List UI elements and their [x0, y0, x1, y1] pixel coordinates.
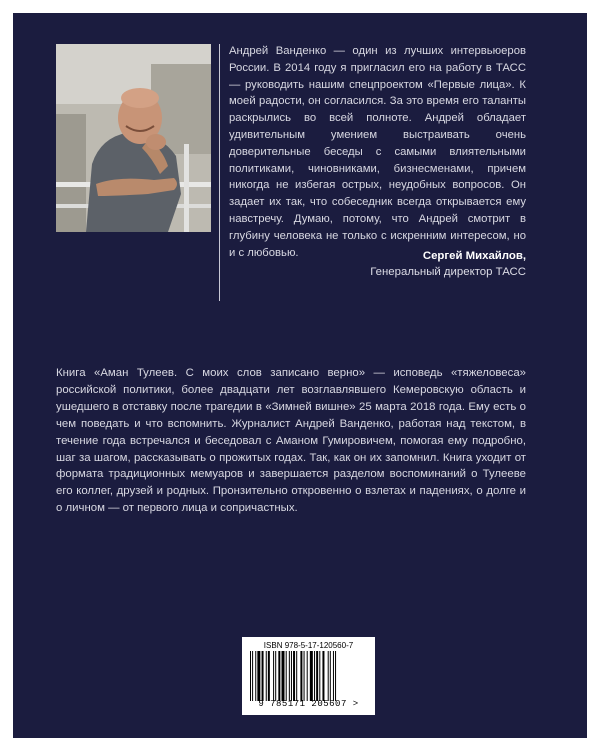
barcode-bars	[250, 651, 367, 701]
author-photo	[56, 44, 211, 232]
isbn-barcode	[242, 637, 375, 715]
barcode-digits: 9 785171 205607 >	[258, 699, 359, 709]
isbn-label: ISBN 978-5-17-120560-7	[263, 641, 354, 650]
signature-name: Сергей Михайлов,	[422, 250, 526, 262]
quote-divider	[219, 44, 220, 301]
author-quote: Андрей Ванденко — один из лучших интервьюеров России. В 2014 году я пригласил его на работу в ТАСС — руководить нашим спецпроектом «Первые лица». К моей радости, он согласился. За это время его таланты раскрылись во всей полноте. Андрей обладает удивительным умением выстраивать очень доверительные беседы с самыми влиятельными политиками, чиновниками, бизнесменами, причем никогда не избегая острых, неудобных вопросов. Он задает их так, что собеседник всегда открывается ему навстречу. Думаю, потому, что Андрей смотрит в глубину человека не только с искренним интересом, но и с любовью.	[229, 45, 526, 259]
book-annotation: Книга «Аман Тулеев. С моих слов записано верно» — исповедь «тяжеловеса» российской политики, более двадцати лет возглавлявшего Кемеровскую область и ушедшего в отставку после трагедии в «Зимней вишне» 25 марта 2018 года. Ему есть о чем поведать и что вспомнить. Журналист Андрей Ванденко, работая над текстом, в течение года встречался и беседовал с Аманом Гумировичем, помогая ему подробно, шаг за шагом, рассказывать о прожитых годах. Так, как он их запомнил. Книга уходит от формата традиционных мемуаров и завершается разделом воспоминаний о Тулееве его коллег, друзей и родных. Пронзительно откровенно о взлетах и падениях, о долге и о личном — от первого лица и сопричастных.	[56, 367, 526, 515]
signature-role: Генеральный директор ТАСС	[370, 266, 526, 278]
